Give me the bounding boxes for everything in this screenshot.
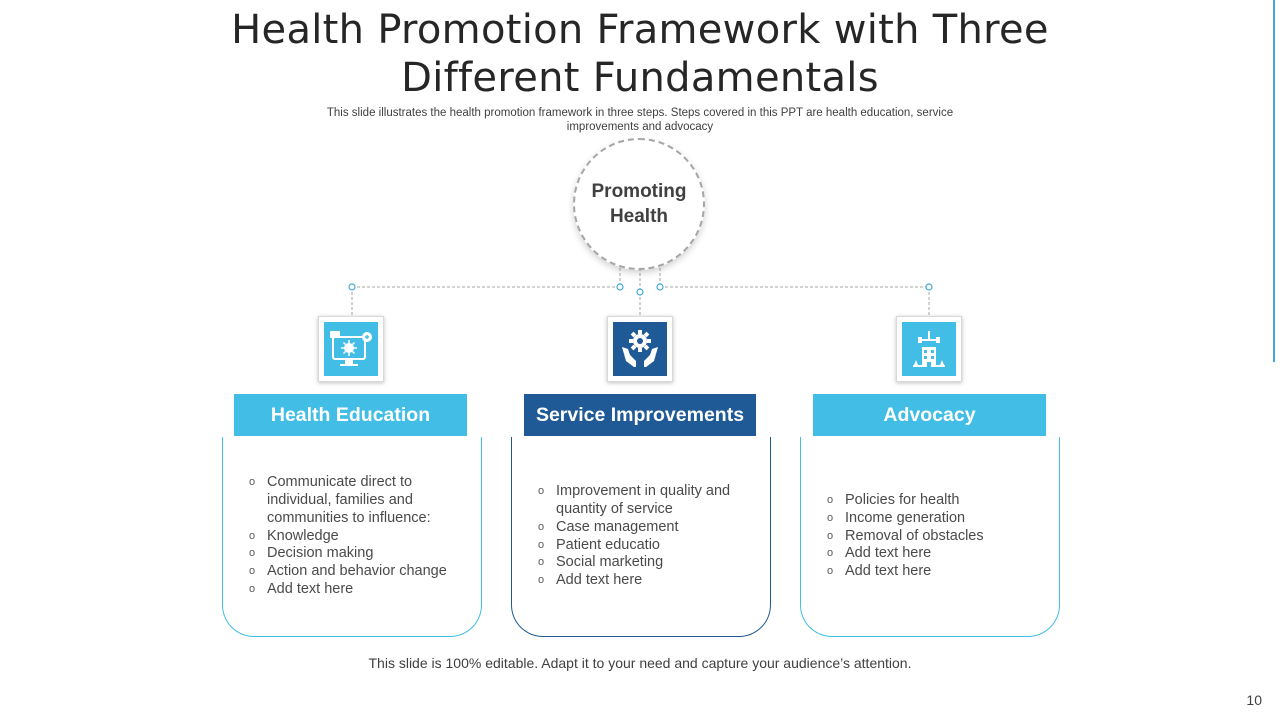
- hospital-building-icon: [902, 322, 956, 376]
- list-item: o Add text here: [538, 572, 643, 589]
- slide-title-line-1: Health Promotion Framework with Three: [231, 7, 1049, 53]
- health-education-header: [234, 394, 467, 436]
- page-number: 10: [1246, 692, 1262, 708]
- hands-gear-icon: [613, 322, 667, 376]
- list-item: o Social marketing: [538, 554, 664, 571]
- list-item: o Case management: [538, 518, 679, 535]
- health-education-card: [222, 437, 482, 637]
- service-improvements-card: [511, 437, 771, 637]
- list-item: o Improvement in quality and quantity of service: [538, 483, 731, 517]
- list-item: o Add text here: [827, 545, 932, 562]
- connector-dot-hub-center: [637, 289, 643, 295]
- advocacy-header: [813, 394, 1046, 436]
- health-education-title: Health Education: [270, 403, 431, 426]
- hub-label-line-2: Health: [609, 206, 669, 227]
- list-item: o Income generation: [827, 509, 966, 526]
- list-item: o Action and behavior change: [249, 563, 447, 580]
- computer-virus-icon: [324, 322, 378, 376]
- connector-dot-hub-right: [657, 284, 663, 290]
- advocacy-card: [800, 437, 1060, 637]
- health-education-icon-tile: [318, 316, 384, 382]
- hub-circle: [573, 138, 705, 270]
- service-improvements-icon-tile: [607, 316, 673, 382]
- list-item: o Removal of obstacles: [827, 527, 984, 544]
- slide-footer: This slide is 100% editable. Adapt it to your need and capture your audience’s attention.: [368, 655, 912, 671]
- list-item: o Communicate direct to individual, families and communities to influence:: [249, 474, 431, 526]
- list-item: o Patient educatio: [538, 536, 660, 553]
- list-item: o Knowledge: [249, 527, 339, 544]
- slide-title-line-2: Different Fundamentals: [401, 55, 879, 101]
- connector-dot-hub-left: [617, 284, 623, 290]
- advocacy-title: Advocacy: [883, 403, 976, 426]
- advocacy-icon-tile: [896, 316, 962, 382]
- hub-label-line-1: Promoting: [591, 181, 687, 202]
- connector-dot-right: [926, 284, 932, 290]
- advocacy-list: [827, 492, 1037, 581]
- list-item: o Add text here: [249, 580, 354, 597]
- health-education-list: [249, 474, 459, 599]
- list-item: o Policies for health: [827, 492, 960, 508]
- service-improvements-title: Service Improvements: [535, 403, 745, 426]
- service-improvements-list: [538, 483, 748, 590]
- list-item: o Add text here: [827, 563, 932, 580]
- connector-dot-left: [349, 284, 355, 290]
- list-item: o Decision making: [249, 545, 374, 562]
- slide-subtitle: This slide illustrates the health promotion framework in three steps. Steps covered in this PPT are health education, service improvements and advocacy: [326, 107, 954, 133]
- service-improvements-header: [524, 394, 756, 436]
- hub-label: [584, 179, 694, 229]
